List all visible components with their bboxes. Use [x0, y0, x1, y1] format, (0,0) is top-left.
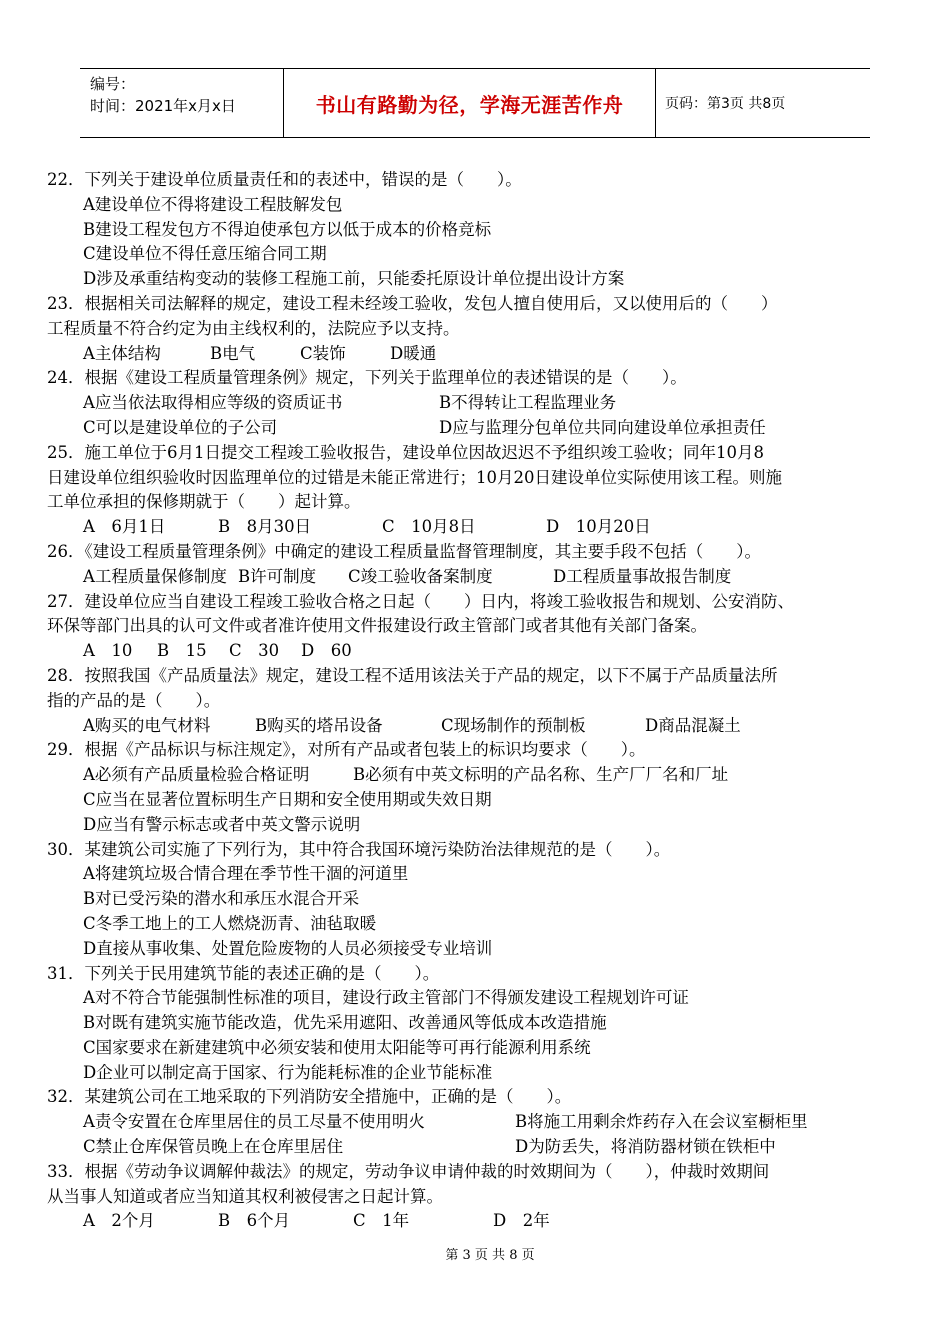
question-item: [47, 292, 907, 366]
answer-option: D应与监理分包单位共同向建设单位承担责任: [439, 417, 766, 437]
answer-option: C 10月8日: [382, 517, 476, 537]
question-item: [47, 838, 907, 962]
question-stem-line: 24．根据《建设工程质量管理条例》规定，下列关于监理单位的表述错误的是（ ）。: [47, 368, 687, 388]
header-meta: [90, 73, 236, 117]
answer-option: A将建筑垃圾合情合理在季节性干涸的河道里: [83, 864, 409, 884]
answer-option: D为防丢失，将消防器材锁在铁柜中: [515, 1137, 776, 1157]
answer-option: D涉及承重结构变动的装修工程施工前，只能委托原设计单位提出设计方案: [83, 269, 625, 289]
answer-option: B必须有中英文标明的产品名称、生产厂厂名和厂址: [353, 765, 729, 785]
option-row: [47, 1036, 907, 1061]
answer-option: D应当有警示标志或者中英文警示说明: [83, 814, 361, 834]
answer-option: C 1年: [353, 1211, 410, 1231]
option-row: [47, 515, 907, 540]
answer-option: D直接从事收集、处置危险废物的人员必须接受专业培训: [83, 938, 493, 958]
question-stem-line: 22．下列关于建设单位质量责任和的表述中，错误的是（ ）。: [47, 170, 522, 189]
answer-option: D 10月20日: [546, 517, 651, 537]
question-item: [47, 590, 907, 664]
question-stem-line: 32．某建筑公司在工地采取的下列消防安全措施中，正确的是（ ）。: [47, 1087, 572, 1107]
answer-option: A 2个月: [83, 1211, 155, 1231]
question-stem-line: 29．根据《产品标识与标注规定》，对所有产品或者包装上的标识均要求（ ）。: [47, 740, 646, 760]
answer-option: D 60: [301, 641, 352, 661]
answer-option: B 8月30日: [218, 517, 312, 537]
option-row: [47, 763, 907, 788]
question-stem-line: 33．根据《劳动争议调解仲裁法》的规定，劳动争议申请仲裁的时效期间为（ ），仲裁时效期间: [47, 1161, 770, 1181]
question-item: [47, 962, 907, 1086]
question-stem-line: 工单位承担的保修期就于（ ）起计算。: [47, 492, 361, 512]
option-row: [47, 887, 907, 912]
question-stem-line: 30．某建筑公司实施了下列行为，其中符合我国环境污染防治法律规范的是（ ）。: [47, 839, 671, 859]
option-row: [47, 218, 907, 243]
question-stem-line: 26．《建设工程质量管理条例》中确定的建设工程质量监督管理制度，其主要手段不包括（ ）。: [47, 541, 761, 561]
answer-option: C禁止仓库保管员晚上在仓库里居住: [83, 1137, 344, 1157]
date-label: 时间：2021年x月x日: [90, 97, 236, 115]
question-stem-line: 从当事人知道或者应当知道其权利被侵害之日起计算。: [47, 1186, 443, 1206]
option-row: [47, 342, 907, 367]
question-item: [47, 540, 907, 590]
answer-option: B 15: [157, 641, 207, 661]
question-stem-line: 31．下列关于民用建筑节能的表述正确的是（ ）。: [47, 963, 440, 983]
option-row: [47, 1110, 907, 1135]
option-row: [47, 267, 907, 292]
option-row: [47, 1061, 907, 1086]
question-stem-line: 日建设单位组织验收时因监理单位的过错是未能正常进行；10月20日建设单位实际使用该工程。则施: [47, 467, 782, 487]
option-row: [47, 565, 907, 590]
page-footer: 第 3 页 共 8 页: [445, 1248, 535, 1263]
question-stem-line: 28．按照我国《产品质量法》规定，建设工程不适用该法关于产品的规定，以下不属于产品质量法所: [47, 665, 778, 685]
header-page-label: 页码：第3页 共8页: [665, 96, 786, 112]
number-label: 编号：: [90, 75, 136, 93]
answer-option: D 2年: [493, 1211, 550, 1231]
page-header: [80, 68, 870, 138]
answer-option: B 6个月: [218, 1211, 291, 1231]
question-stem-line: 环保等部门出具的认可文件或者准许使用文件报建设行政主管部门或者其他有关部门备案。: [47, 616, 707, 636]
answer-option: C应当在显著位置标明生产日期和安全使用期或失效日期: [83, 789, 492, 809]
answer-option: A应当依法取得相应等级的资质证书: [83, 393, 343, 413]
answer-option: A必须有产品质量检验合格证明: [83, 765, 310, 785]
answer-option: B许可制度: [238, 566, 317, 586]
answer-option: C现场制作的预制板: [441, 715, 586, 735]
answer-option: C建设单位不得任意压缩合同工期: [83, 244, 327, 264]
question-stem-line: 25．施工单位于6月1日提交工程竣工验收报告，建设单位因故迟迟不予组织竣工验收；同年10月8: [47, 442, 764, 462]
answer-option: A购买的电气材料: [83, 715, 211, 735]
answer-option: A主体结构: [83, 343, 161, 363]
option-row: [47, 937, 907, 962]
option-row: [47, 986, 907, 1011]
option-row: [47, 1011, 907, 1036]
option-row: [47, 1209, 907, 1234]
question-list: [47, 168, 907, 1234]
answer-option: C 30: [229, 641, 280, 661]
answer-option: A 10: [83, 641, 133, 661]
answer-option: C装饰: [300, 343, 346, 363]
option-row: [47, 714, 907, 739]
question-stem-line: 23．根据相关司法解释的规定，建设工程未经竣工验收，发包人擅自使用后，又以使用后的（ ）: [47, 293, 778, 313]
option-row: [47, 391, 907, 416]
question-item: [47, 1085, 907, 1159]
option-row: [47, 788, 907, 813]
answer-option: A建设单位不得将建设工程肢解发包: [83, 194, 343, 214]
answer-option: B将施工用剩余炸药存入在会议室橱柜里: [515, 1112, 808, 1132]
question-item: [47, 441, 907, 540]
answer-option: B购买的塔吊设备: [255, 715, 383, 735]
answer-option: C国家要求在新建建筑中必须安装和使用太阳能等可再行能源利用系统: [83, 1037, 591, 1057]
question-item: [47, 664, 907, 738]
answer-option: B不得转让工程监理业务: [439, 393, 617, 413]
option-row: [47, 813, 907, 838]
question-stem-line: 工程质量不符合约定为由主线权利的，法院应予以支持。: [47, 318, 460, 338]
question-stem-line: 指的产品的是（ ）。: [47, 690, 221, 710]
answer-option: D暖通: [390, 343, 437, 363]
header-motto: 书山有路勤为径，学海无涯苦作舟: [315, 92, 624, 117]
answer-option: C可以是建设单位的子公司: [83, 417, 278, 437]
answer-option: B电气: [210, 343, 256, 363]
option-row: [47, 242, 907, 267]
question-item: [47, 1160, 907, 1234]
question-item: [47, 366, 907, 440]
question-item: [47, 168, 907, 292]
answer-option: C冬季工地上的工人燃烧沥青、油毡取暖: [83, 913, 377, 933]
question-item: [47, 738, 907, 837]
answer-option: C竣工验收备案制度: [348, 566, 493, 586]
answer-option: D商品混凝土: [645, 715, 741, 735]
answer-option: B对已受污染的潜水和承压水混合开采: [83, 889, 360, 909]
answer-option: B建设工程发包方不得迫使承包方以低于成本的价格竞标: [83, 219, 492, 239]
option-row: [47, 639, 907, 664]
header-divider: [655, 69, 656, 137]
question-stem-line: 27．建设单位应当自建设工程竣工验收合格之日起（ ）日内，将竣工验收报告和规划、公安消防、: [47, 591, 794, 611]
option-row: [47, 862, 907, 887]
answer-option: A对不符合节能强制性标准的项目，建设行政主管部门不得颁发建设工程规划许可证: [83, 988, 689, 1008]
answer-option: A工程质量保修制度: [83, 566, 227, 586]
answer-option: A 6月1日: [83, 517, 166, 537]
answer-option: B对既有建筑实施节能改造，优先采用遮阳、改善通风等低成本改造措施: [83, 1013, 607, 1033]
option-row: [47, 912, 907, 937]
answer-option: D工程质量事故报告制度: [553, 566, 732, 586]
answer-option: D企业可以制定高于国家、行为能耗标准的企业节能标准: [83, 1062, 493, 1082]
option-row: [47, 416, 907, 441]
answer-option: A责令安置在仓库里居住的员工尽量不使用明火: [83, 1112, 425, 1132]
option-row: [47, 193, 907, 218]
option-row: [47, 1135, 907, 1160]
